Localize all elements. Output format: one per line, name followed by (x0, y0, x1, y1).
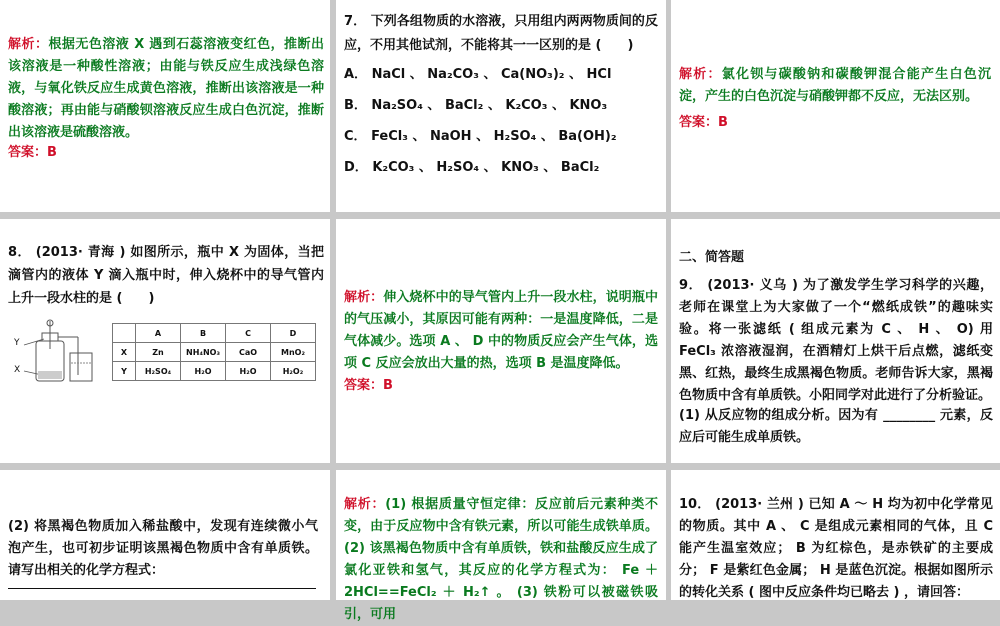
table-cell: H₂O (181, 362, 226, 381)
q7-option-a: A． NaCl 、 Na₂CO₃ 、 Ca(NO₃)₂ 、 HCl (344, 67, 612, 82)
table-row (113, 362, 316, 381)
q7-option-d: D． K₂CO₃ 、 H₂SO₄ 、 KNO₃ 、 BaCl₂ (344, 160, 600, 175)
table-cell: Y (113, 362, 136, 381)
panel-analysis-q7 (671, 0, 1000, 212)
q7-option-b: B． Na₂SO₄ 、 BaCl₂ 、 K₂CO₃ 、 KNO₃ (344, 98, 608, 113)
question-10-stem: 10． (2013· 兰州 ) 已知 A ～ H 均为初中化学常见的物质。其中 A 、 C 是组成元素相同的气体，且 C 能产生温室效应； B 为红棕色，是赤铁矿的主要成分； F 是紫红色金属； H 是蓝色沉淀。根据如图所示的转化关系 ( 图中反应条件均已略去 ) ，请回答： (679, 497, 993, 600)
analysis-label: 解析： (344, 290, 384, 305)
analysis-text (8, 34, 324, 144)
question-7-stem: 7． 下列各组物质的水溶液，只用组内两两物质间的反应，不用其他试剂，不能将其一一区别的是 ( ) (344, 14, 658, 53)
analysis-body: 根据无色溶液 X 遇到石蕊溶液变红色，推断出该溶液是一种酸性溶液；由能与铁反应生成浅绿色溶液，与氧化铁反应生成黄色溶液，推断出该溶液是一种酸溶液；再由能与硝酸钡溶液反应生成白色沉淀，推断出该溶液是硫酸溶液。 (8, 37, 324, 140)
panel-question-9 (671, 219, 1000, 463)
table-cell: H₂O₂ (271, 362, 316, 381)
table-cell: A (136, 324, 181, 343)
answer-label: 答案： (8, 145, 48, 160)
table-cell: D (271, 324, 316, 343)
table-cell (113, 324, 136, 343)
answer-line (8, 142, 57, 164)
answer-line (679, 112, 728, 134)
table-cell: NH₄NO₃ (181, 343, 226, 362)
panel-question-8 (0, 219, 330, 463)
q7-option-c: C． FeCl₃ 、 NaOH 、 H₂SO₄ 、 Ba(OH)₂ (344, 129, 617, 144)
table-cell: C (226, 324, 271, 343)
panel-question-10 (671, 470, 1000, 600)
reagent-table (112, 323, 316, 381)
analysis-label: 解析： (679, 67, 722, 82)
analysis-label: 解析： (8, 37, 49, 52)
analysis-label: 解析： (344, 497, 386, 512)
panel-question-9-part-2 (0, 470, 330, 600)
table-row (113, 324, 316, 343)
table-row (113, 343, 316, 362)
question-8-stem: 8． (2013· 青海 ) 如图所示，瓶中 X 为固体，当把滴管内的液体 Y 滴入瓶中时，伸入烧杯中的导气管内上升一段水柱的是 ( ) (8, 245, 324, 306)
answer-value: B (383, 378, 393, 393)
analysis-body: 伸入烧杯中的导气管内上升一段水柱，说明瓶中的气压减小，其原因可能有两种：一是温度降低，二是气体减少。选项 A 、 D 中的物质反应会产生气体，选项 C 反应会放出大量的热，选项 B 是温度降低。 (344, 290, 658, 371)
panel-question-7 (336, 0, 666, 212)
table-cell: H₂SO₄ (136, 362, 181, 381)
answer-label: 答案： (679, 115, 719, 130)
analysis-text (344, 494, 658, 626)
section-title: 二、简答题 (679, 250, 745, 265)
table-cell: Zn (136, 343, 181, 362)
answer-blank-line (8, 588, 316, 589)
analysis-text (679, 64, 991, 108)
question-9-stem: 9． (2013· 义乌 ) 为了激发学生学习科学的兴趣，老师在课堂上为大家做了一个“燃纸成铁”的趣味实验。将一张滤纸 ( 组成元素为 C 、 H 、 O) 用 FeCl₃ 浓溶液湿润，在酒精灯上烘干后点燃，滤纸变黑、红热，最终生成黑褐色物质。老师告诉大家，黑褐色物质中含有单质铁。小阳同学对此进行了分析验证。 (679, 278, 993, 403)
table-cell: X (113, 343, 136, 362)
question-9-sub-2: (2) 将黑褐色物质加入稀盐酸中，发现有连续微小气泡产生，也可初步证明该黑褐色物质中含有单质铁。请写出相关的化学方程式： (8, 519, 318, 578)
table-cell: MnO₂ (271, 343, 316, 362)
table-cell: CaO (226, 343, 271, 362)
panel-analysis-q8 (336, 219, 666, 463)
answer-label: 答案： (344, 378, 384, 393)
analysis-text (344, 287, 658, 375)
apparatus-diagram (14, 319, 104, 385)
table-cell: B (181, 324, 226, 343)
table-cell: H₂O (226, 362, 271, 381)
panel-analysis-q9 (336, 470, 666, 622)
panel-analysis-q6 (0, 0, 330, 212)
figure-label-y: Y (14, 338, 20, 348)
analysis-body: (1) 根据质量守恒定律：反应前后元素种类不变，由于反应物中含有铁元素，所以可能生成铁单质。 (2) 该黑褐色物质中含有单质铁，铁和盐酸反应生成了氯化亚铁和氢气，其反应的化学方程式为： Fe ＋ 2HCl==FeCl₂ ＋ H₂↑ 。 (3) 铁粉可以被磁铁吸引，可用 (344, 497, 658, 622)
answer-value: B (47, 145, 57, 160)
answer-line (344, 375, 393, 397)
analysis-body: 氯化钡与碳酸钠和碳酸钾混合能产生白色沉淀，产生的白色沉淀与硝酸钾都不反应，无法区别。 (679, 67, 991, 104)
question-9-sub-1: (1) 从反应物的组成分析。因为有 ________ 元素，反应后可能生成单质铁。 (679, 408, 993, 445)
figure-label-x: X (14, 365, 21, 375)
answer-value: B (718, 115, 728, 130)
